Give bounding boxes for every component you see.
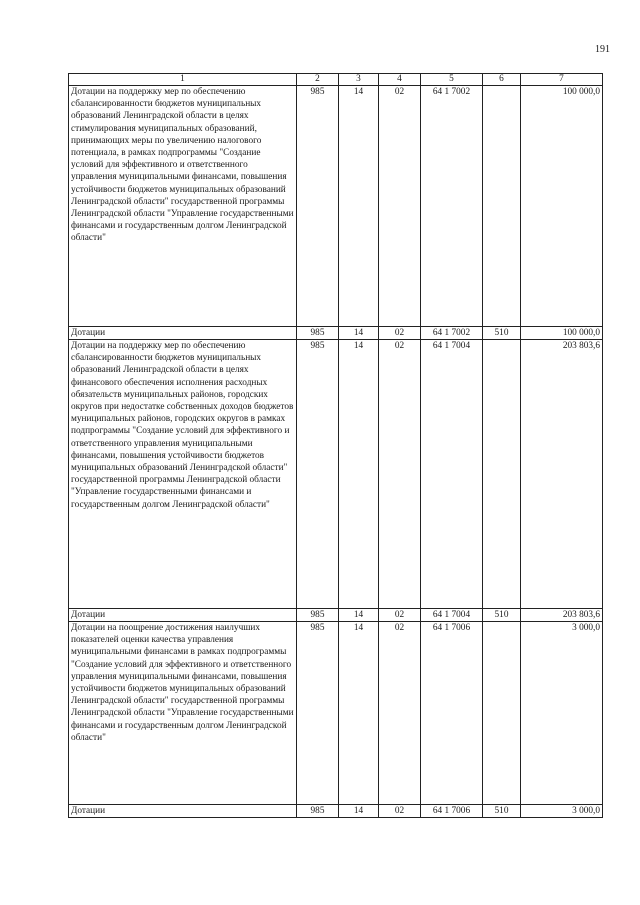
code-cell: 14: [339, 327, 379, 340]
column-header: 5: [421, 74, 483, 86]
code-cell: [483, 622, 521, 805]
expense-name: Дотации на поддержку мер по обеспечению сбалансированности бюджетов муниципальных образований Ленинградской области в целях финансового обеспечения исполнения расходных обязательств муниципальных районов, городских округов при недостатке собственных доходов бюджетов муниципальных районов, городских округов в рамках подпрограммы "Создание условий для эффективного и ответственного управления муниципальными финансами, повышения устойчивости бюджетов муниципальных образований Ленинградской области" государственной программы Ленинградской области "Управление государственными финансами и государственным долгом Ленинградской области": [69, 340, 297, 609]
table-row: [69, 86, 603, 327]
expense-name: Дотации на поощрение достижения наилучших показателей оценки качества управления муниципальными финансами в рамках подпрограммы "Создание условий для эффективного и ответственного управления муниципальными финансами, повышения устойчивости бюджетов муниципальных образований Ленинградской области" государственной программы Ленинградской области "Управление государственными финансами и государственным долгом Ленинградской области": [69, 622, 297, 805]
code-cell: 02: [379, 340, 421, 609]
code-cell: 64 1 7004: [421, 340, 483, 609]
table-row: [69, 622, 603, 805]
code-cell: 510: [483, 805, 521, 818]
code-cell: 02: [379, 609, 421, 622]
code-cell: 64 1 7002: [421, 327, 483, 340]
column-header: 6: [483, 74, 521, 86]
code-cell: 64 1 7004: [421, 609, 483, 622]
code-cell: 14: [339, 622, 379, 805]
column-header: 7: [521, 74, 603, 86]
code-cell: 985: [297, 609, 339, 622]
table-row: [69, 805, 603, 818]
page-number: 191: [595, 44, 610, 55]
code-cell: 510: [483, 609, 521, 622]
code-cell: 14: [339, 86, 379, 327]
code-cell: [483, 86, 521, 327]
amount-cell: 203 803,6: [521, 609, 603, 622]
code-cell: 64 1 7002: [421, 86, 483, 327]
column-header: 1: [69, 74, 297, 86]
code-cell: 02: [379, 805, 421, 818]
code-cell: 14: [339, 609, 379, 622]
table-row: [69, 340, 603, 609]
amount-cell: 100 000,0: [521, 86, 603, 327]
table-row: [69, 327, 603, 340]
code-cell: 02: [379, 622, 421, 805]
table-row: [69, 609, 603, 622]
code-cell: 14: [339, 340, 379, 609]
expense-name: Дотации: [69, 609, 297, 622]
code-cell: 02: [379, 86, 421, 327]
code-cell: 02: [379, 327, 421, 340]
budget-table: [68, 73, 603, 818]
expense-name: Дотации на поддержку мер по обеспечению сбалансированности бюджетов муниципальных образований Ленинградской области в целях стимулирования муниципальных образований, принимающих меры по увеличению налогового потенциала, в рамках подпрограммы "Создание условий для эффективного и ответственного управления муниципальными финансами, повышения устойчивости бюджетов муниципальных образований Ленинградской области" государственной программы Ленинградской области "Управление государственными финансами и государственным долгом Ленинградской области": [69, 86, 297, 327]
amount-cell: 3 000,0: [521, 622, 603, 805]
code-cell: 64 1 7006: [421, 622, 483, 805]
code-cell: 64 1 7006: [421, 805, 483, 818]
amount-cell: 203 803,6: [521, 340, 603, 609]
code-cell: 14: [339, 805, 379, 818]
column-header: 4: [379, 74, 421, 86]
amount-cell: 100 000,0: [521, 327, 603, 340]
code-cell: 985: [297, 327, 339, 340]
code-cell: 985: [297, 805, 339, 818]
column-header: 3: [339, 74, 379, 86]
code-cell: [483, 340, 521, 609]
table-header-row: [69, 74, 603, 86]
code-cell: 985: [297, 340, 339, 609]
amount-cell: 3 000,0: [521, 805, 603, 818]
column-header: 2: [297, 74, 339, 86]
code-cell: 985: [297, 622, 339, 805]
code-cell: 510: [483, 327, 521, 340]
code-cell: 985: [297, 86, 339, 327]
expense-name: Дотации: [69, 805, 297, 818]
expense-name: Дотации: [69, 327, 297, 340]
